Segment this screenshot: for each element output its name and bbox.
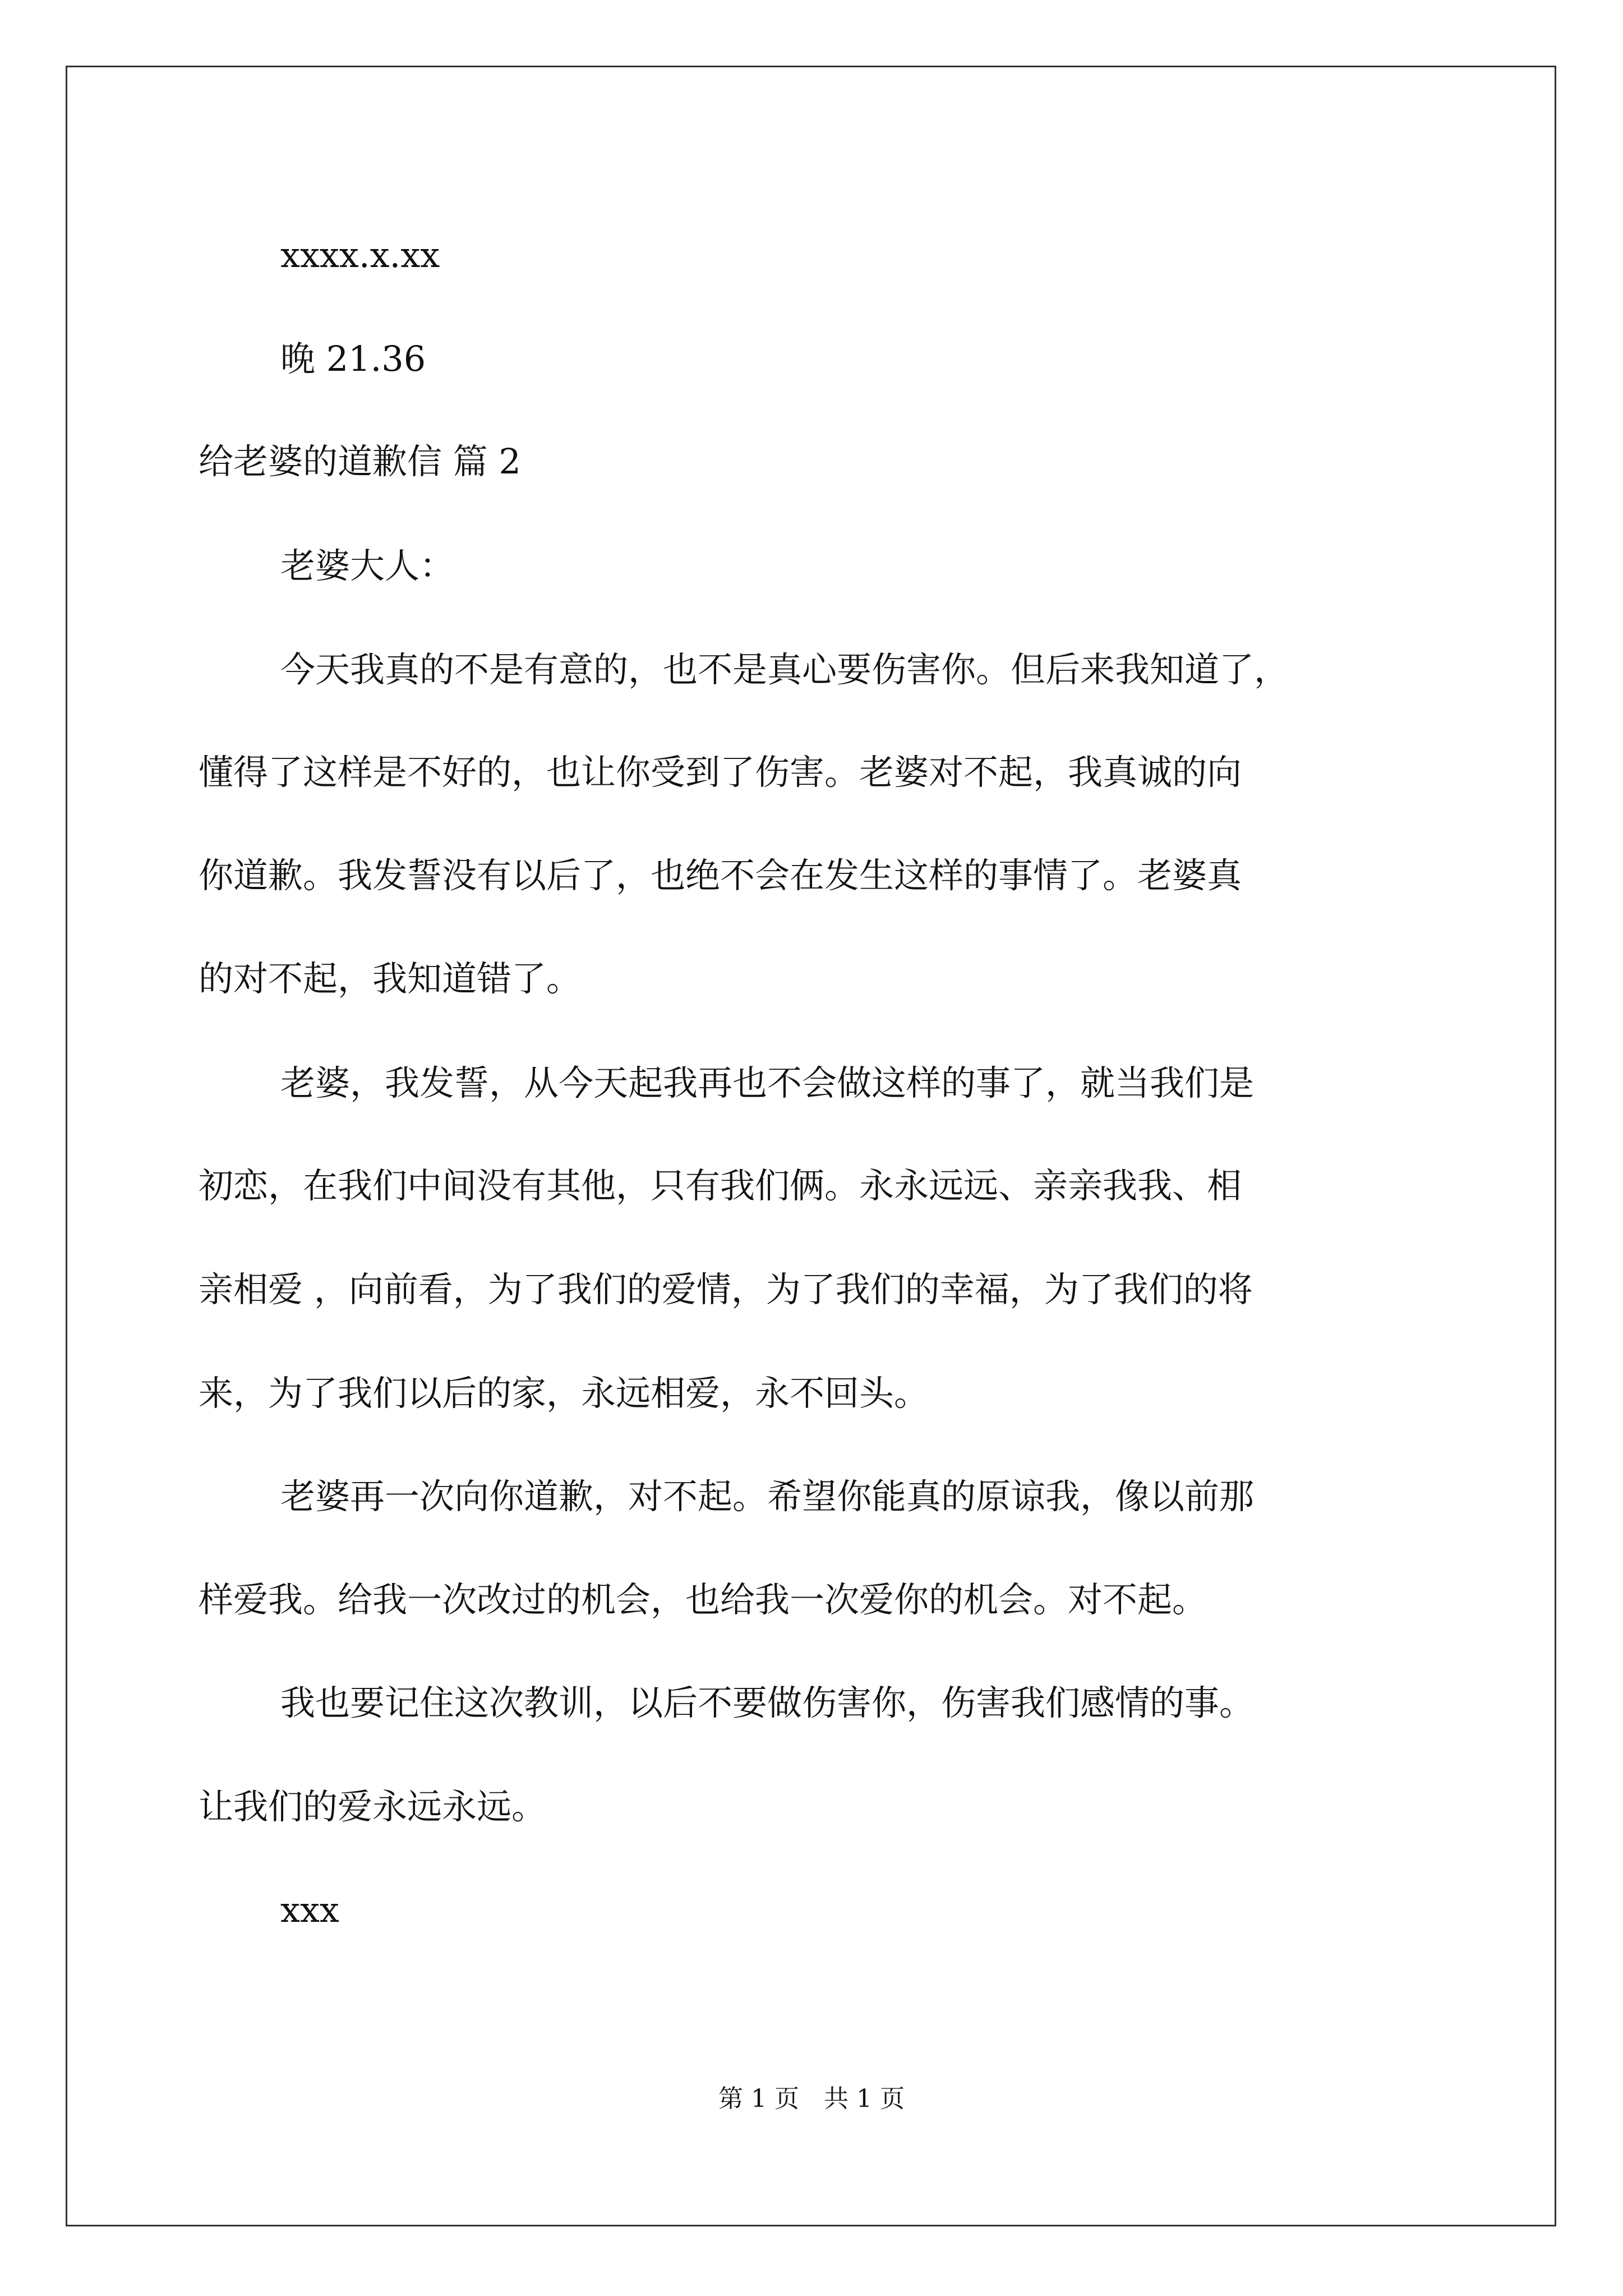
date-line: xxxx.x.xx — [280, 234, 440, 275]
body-text-line: 初恋，在我们中间没有其他，只有我们俩。永永远远、亲亲我我、相 — [199, 1165, 1242, 1206]
page-footer — [0, 2087, 1623, 2111]
body-text-line: 懂得了这样是不好的，也让你受到了伤害。老婆对不起，我真诚的向 — [199, 752, 1242, 793]
body-text-line: 来，为了我们以后的家，永远相爱，永不回头。 — [199, 1373, 929, 1414]
salutation: 老婆大人： — [280, 545, 455, 586]
body-text-line: 老婆，我发誓，从今天起我再也不会做这样的事了，就当我们是 — [280, 1062, 1255, 1103]
body-text-line: 让我们的爱永远永远。 — [199, 1786, 547, 1827]
time-line: 晚 21.36 — [280, 338, 426, 379]
body-text-line: 样爱我。给我一次改过的机会，也给我一次爱你的机会。对不起。 — [199, 1579, 1207, 1620]
body-text-line: 我也要记住这次教训，以后不要做伤害你，伤害我们感情的事。 — [280, 1682, 1255, 1723]
page-number: 第 1 页 — [718, 2085, 799, 2113]
body-text-line: 老婆再一次向你道歉，对不起。希望你能真的原谅我，像以前那 — [280, 1476, 1255, 1517]
body-text-line: 你道歉。我发誓没有以后了，也绝不会在发生这样的事情了。老婆真 — [199, 855, 1242, 896]
total-pages: 共 1 页 — [824, 2085, 905, 2113]
signature: xxx — [280, 1889, 339, 1930]
body-text-line: 今天我真的不是有意的，也不是真心要伤害你。但后来我知道了， — [280, 649, 1289, 690]
section-heading: 给老婆的道歉信 篇 2 — [199, 441, 521, 482]
body-text-line: 的对不起，我知道错了。 — [199, 958, 582, 999]
body-text-line: 亲相爱 ，向前看，为了我们的爱情，为了我们的幸福，为了我们的将 — [199, 1269, 1253, 1310]
